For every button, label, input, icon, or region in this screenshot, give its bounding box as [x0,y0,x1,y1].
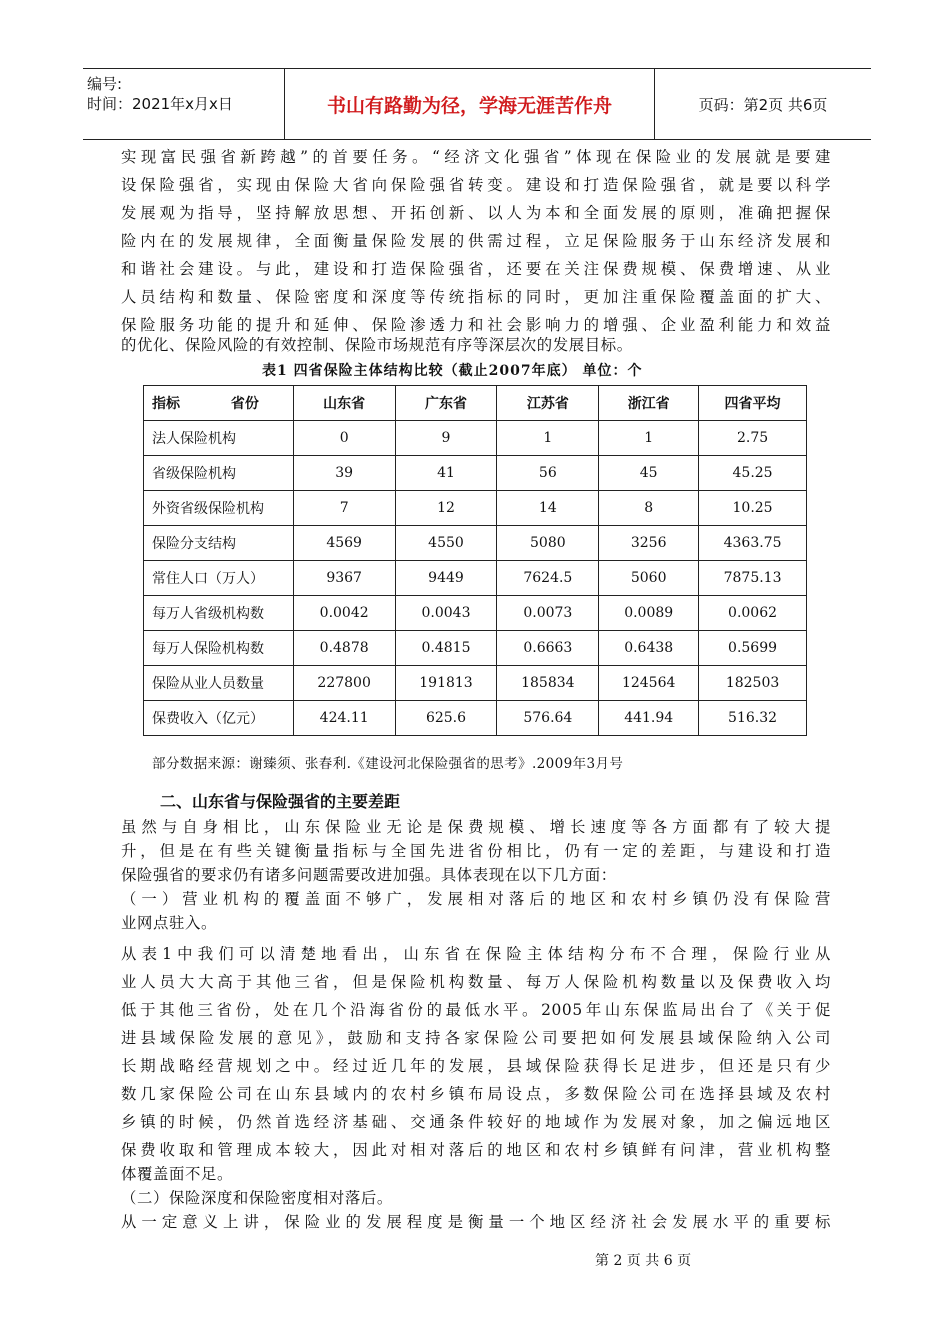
body-line: 从表1中我们可以清楚地看出，山东省在保险主体结构分布不合理，保险行业从 [121,945,831,963]
table-source-note: 部分数据来源：谢臻须、张春利.《建设河北保险强省的思考》.2009年3月号 [152,756,624,772]
table-cell: 1 [599,421,699,456]
table-cell: 4550 [395,526,497,561]
table-cell: 182503 [699,666,807,701]
table-corner-header [144,386,294,421]
table-cell: 45 [599,456,699,491]
body-line: 体覆盖面不足。 [121,1165,233,1183]
table-row [144,456,807,491]
body-line: 保费收取和管理成本较大，因此对相对落后的地区和农村乡镇鲜有问津，营业机构整 [121,1141,831,1159]
row-label: 每万人保险机构数 [144,631,294,666]
row-label: 每万人省级机构数 [144,596,294,631]
table-cell: 45.25 [699,456,807,491]
intro-line: 保险服务功能的提升和延伸、保险渗透力和社会影响力的增强、企业盈利能力和效益 [121,316,831,334]
table-cell: 0.4815 [395,631,497,666]
intro-line: 发展观为指导，坚持解放思想、开拓创新、以人为本和全面发展的原则，准确把握保 [121,204,831,222]
row-label: 保费收入（亿元） [144,701,294,736]
table-cell: 9367 [293,561,395,596]
table-cell: 0.0043 [395,596,497,631]
column-header: 山东省 [293,386,395,421]
row-label: 保险分支结构 [144,526,294,561]
table-cell: 9449 [395,561,497,596]
table-row [144,596,807,631]
page-header [83,68,871,140]
section-heading: 二、山东省与保险强省的主要差距 [160,792,401,811]
row-label: 常住人口（万人） [144,561,294,596]
document-number-label: 编号: [87,75,123,93]
table-cell: 0.0042 [293,596,395,631]
table-row [144,631,807,666]
row-label: 外资省级保险机构 [144,491,294,526]
table-caption: 表1 四省保险主体结构比较（截止2007年底） 单位：个 [262,363,643,379]
document-date-label: 时间：2021年x月x日 [87,95,233,113]
table-cell: 9 [395,421,497,456]
table-header-row [144,386,807,421]
table-cell: 0.0073 [497,596,599,631]
body-line: （二）保险深度和保险密度相对落后。 [121,1189,393,1207]
table-cell: 185834 [497,666,599,701]
table-cell: 516.32 [699,701,807,736]
table-cell: 56 [497,456,599,491]
intro-line: 设保险强省，实现由保险大省向保险强省转变。建设和打造保险强省，就是要以科学 [121,176,831,194]
table-cell: 0.6438 [599,631,699,666]
body-line: 虽然与自身相比，山东保险业无论是保费规模、增长速度等各方面都有了较大提 [121,818,831,836]
table-cell: 4569 [293,526,395,561]
table-row [144,421,807,456]
body-line: 从一定意义上讲，保险业的发展程度是衡量一个地区经济社会发展水平的重要标 [121,1213,831,1231]
table-cell: 424.11 [293,701,395,736]
table-cell: 0.4878 [293,631,395,666]
table-cell: 0 [293,421,395,456]
table-row [144,491,807,526]
table-cell: 625.6 [395,701,497,736]
table-cell: 0.0062 [699,596,807,631]
intro-line: 实现富民强省新跨越”的首要任务。“经济文化强省”体现在保险业的发展就是要建 [121,148,831,166]
body-line: （一）营业机构的覆盖面不够广，发展相对落后的地区和农村乡镇仍没有保险营 [121,890,831,908]
table-cell: 7 [293,491,395,526]
table-cell: 2.75 [699,421,807,456]
table-cell: 576.64 [497,701,599,736]
table-cell: 5060 [599,561,699,596]
column-header: 江苏省 [497,386,599,421]
body-line: 业网点驻入。 [121,914,217,932]
intro-line: 险内在的发展规律，全面衡量保险发展的供需过程，立足保险服务于山东经济发展和 [121,232,831,250]
table-cell: 8 [599,491,699,526]
table-cell: 41 [395,456,497,491]
table-cell: 39 [293,456,395,491]
intro-line: 的优化、保险风险的有效控制、保险市场规范有序等深层次的发展目标。 [121,336,633,354]
table-cell: 5080 [497,526,599,561]
table-cell: 0.6663 [497,631,599,666]
corner-indicator-label: 指标 [152,396,180,412]
body-line: 低于其他三省份，处在几个沿海省份的最低水平。2005年山东保监局出台了《关于促 [121,1001,831,1019]
table-cell: 7875.13 [699,561,807,596]
table-row [144,666,807,701]
intro-line: 人员结构和数量、保险密度和深度等传统指标的同时，更加注重保险覆盖面的扩大、 [121,288,831,306]
page-footer: 第 2 页 共 6 页 [595,1253,692,1269]
table-cell: 1 [497,421,599,456]
table-cell: 4363.75 [699,526,807,561]
table-cell: 441.94 [599,701,699,736]
column-header: 浙江省 [599,386,699,421]
header-page-info: 页码：第2页 共6页 [698,95,828,114]
table-cell: 227800 [293,666,395,701]
table-body [144,421,807,736]
intro-line: 和谐社会建设。与此，建设和打造保险强省，还要在关注保费规模、保费增速、从业 [121,260,831,278]
body-line: 保险强省的要求仍有诸多问题需要改进加强。具体表现在以下几方面： [121,866,617,884]
body-line: 业人员大大高于其他三省，但是保险机构数量、每万人保险机构数量以及保费收入均 [121,973,831,991]
body-line: 乡镇的时候，仍然首选经济基础、交通条件较好的地域作为发展对象，加之偏远地区 [121,1113,831,1131]
row-label: 省级保险机构 [144,456,294,491]
row-label: 保险从业人员数量 [144,666,294,701]
table-cell: 14 [497,491,599,526]
body-line: 长期战略经营规划之中。经过近几年的发展，县域保险获得长足进步，但还是只有少 [121,1057,831,1075]
table-row [144,561,807,596]
table-cell: 7624.5 [497,561,599,596]
column-header: 四省平均 [699,386,807,421]
table-row [144,526,807,561]
body-line: 进县域保险发展的意见》，鼓励和支持各家保险公司要把如何发展县域保险纳入公司 [121,1029,831,1047]
comparison-table [143,385,807,736]
column-header: 广东省 [395,386,497,421]
table-cell: 0.5699 [699,631,807,666]
table-cell: 3256 [599,526,699,561]
header-motto: 书山有路勤为径，学海无涯苦作舟 [326,94,612,117]
row-label: 法人保险机构 [144,421,294,456]
header-meta [83,69,283,139]
corner-province-label: 省份 [230,396,259,412]
table-cell: 0.0089 [599,596,699,631]
body-line: 数几家保险公司在山东县域内的农村乡镇布局设点，多数保险公司在选择县域及农村 [121,1085,831,1103]
table-cell: 191813 [395,666,497,701]
body-line: 升，但是在有些关键衡量指标与全国先进省份相比，仍有一定的差距，与建设和打造 [121,842,831,860]
table-cell: 12 [395,491,497,526]
table-cell: 124564 [599,666,699,701]
table-row [144,701,807,736]
table-cell: 10.25 [699,491,807,526]
